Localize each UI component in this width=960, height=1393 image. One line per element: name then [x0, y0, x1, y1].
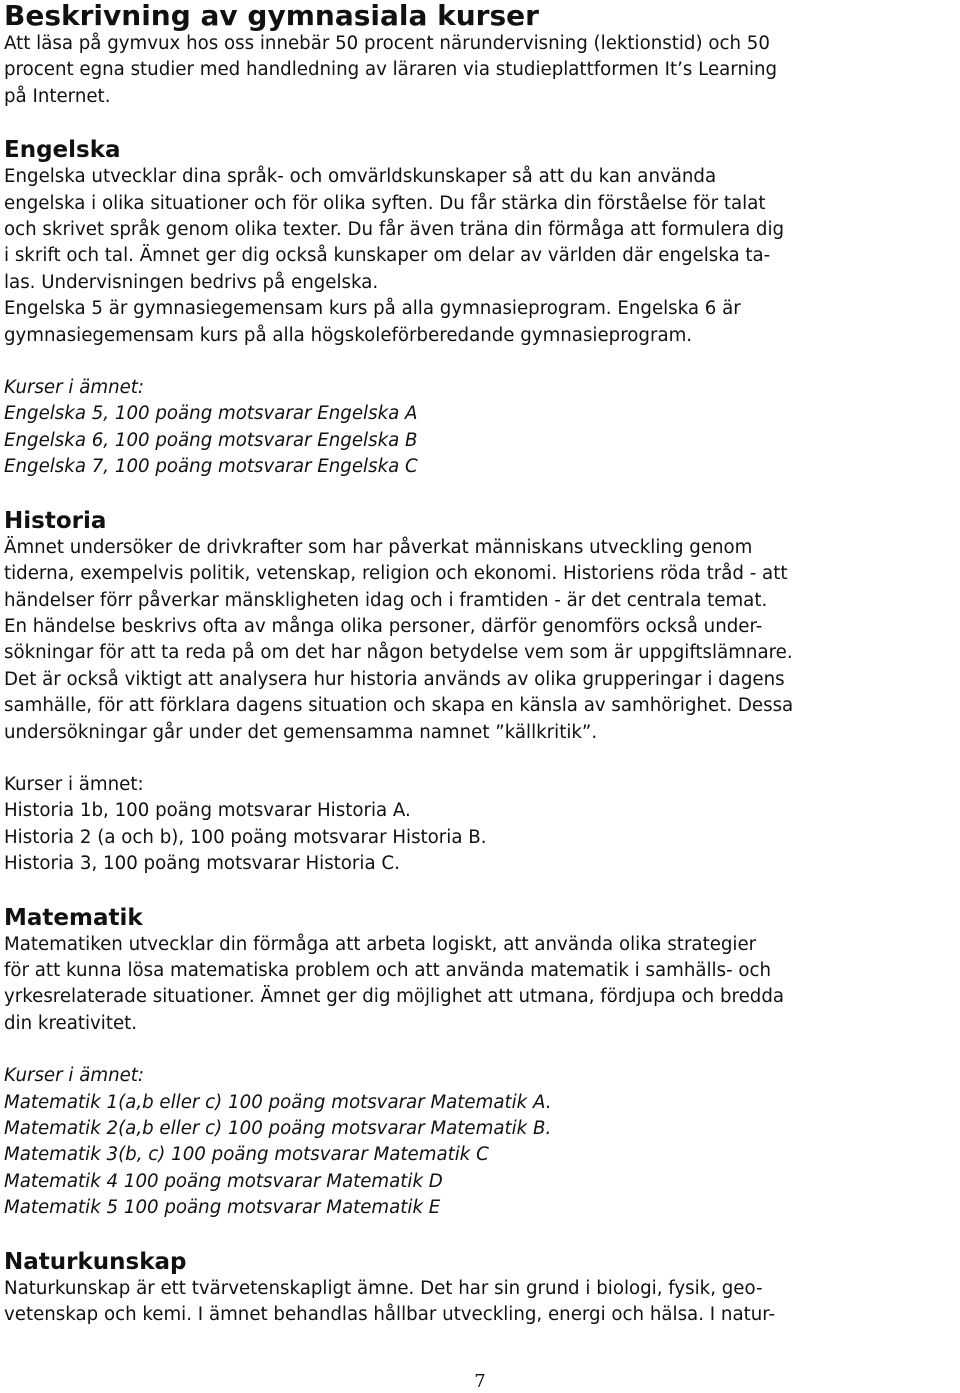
- course-item: Matematik 1(a,b eller c) 100 poäng motsvarar Matematik A.: [4, 1091, 552, 1113]
- spacer: [4, 1222, 956, 1248]
- section-body-naturkunskap: Naturkunskap är ett tvärvetenskapligt ämne. Det har sin grund i biologi, fysik, geo- vetenskap och kemi. I ämnet behandlas hållbar utveckling, energi och hälsa. I natur-: [4, 1277, 776, 1326]
- spacer: [4, 1037, 956, 1063]
- courses-label-matematik: Kurser i ämnet:: [4, 1065, 145, 1087]
- page-number: 7: [474, 1371, 486, 1392]
- spacer: [4, 110, 956, 136]
- spacer: [4, 481, 956, 507]
- section-body-historia: Ämnet undersöker de drivkrafter som har påverkat människans utveckling genom tiderna, exempelvis politik, vetenskap, religion och ekonomi. Historiens röda tråd - att händelser förr påverkar mänskligheten idag och i framtiden - är det centrala temat. En händelse beskrivs ofta av många olika personer, därför genomförs också under- sökningar för att ta reda på om det har någon betydelse vem som är uppgiftslämnare. Det är också viktigt att analysera hur historia används av olika grupperingar i dagens samhälle, för att förklara dagens situation och skapa en känsla av samhörighet. Dessa undersökningar går under det gemensamma namnet ”källkritik”.: [4, 536, 794, 743]
- section-heading-engelska: Engelska: [4, 137, 121, 164]
- page-title: Beskrivning av gymnasiala kurser: [4, 0, 539, 32]
- course-list-historia: [4, 798, 956, 877]
- course-list-engelska: [4, 401, 956, 480]
- course-item: Matematik 5 100 poäng motsvarar Matematik E: [4, 1197, 441, 1219]
- course-item: Historia 2 (a och b), 100 poäng motsvarar Historia B.: [4, 826, 487, 848]
- document-page: [4, 0, 956, 1328]
- spacer: [4, 349, 956, 375]
- course-item: Engelska 7, 100 poäng motsvarar Engelska C: [4, 456, 418, 478]
- course-item: Engelska 6, 100 poäng motsvarar Engelska B: [4, 429, 418, 451]
- course-item: Historia 1b, 100 poäng motsvarar Historia A.: [4, 800, 411, 822]
- intro-paragraph: Att läsa på gymvux hos oss innebär 50 procent närundervisning (lektionstid) och 50 procent egna studier med handledning av läraren via studieplattformen It’s Learning på Internet.: [4, 33, 778, 107]
- spacer: [4, 878, 956, 904]
- section-heading-historia: Historia: [4, 507, 107, 534]
- section-heading-naturkunskap: Naturkunskap: [4, 1248, 187, 1275]
- spacer: [4, 746, 956, 772]
- course-item: Matematik 2(a,b eller c) 100 poäng motsvarar Matematik B.: [4, 1118, 552, 1139]
- course-item: Historia 3, 100 poäng motsvarar Historia C.: [4, 853, 400, 875]
- course-item: Matematik 4 100 poäng motsvarar Matematik D: [4, 1170, 443, 1192]
- section-body-matematik: Matematiken utvecklar din förmåga att arbeta logiskt, att använda olika strategier för att kunna lösa matematiska problem och att använda matematik i samhälls- och yrkesrelaterade situationer. Ämnet ger dig möjlighet att utmana, fördjupa och bredda din kreativitet.: [4, 933, 785, 1034]
- course-list-matematik: [4, 1090, 956, 1222]
- course-item: Matematik 3(b, c) 100 poäng motsvarar Matematik C: [4, 1144, 489, 1166]
- courses-label-engelska: Kurser i ämnet:: [4, 377, 145, 399]
- section-body-engelska: Engelska utvecklar dina språk- och omvärldskunskaper så att du kan använda engelska i olika situationer och för olika syften. Du får stärka din förståelse för talat och skrivet språk genom olika texter. Du får även träna din förmåga att formulera dig i skrift och tal. Ämnet ger dig också kunskaper om delar av världen där engelska ta- las. Undervisningen bedrivs på engelska. Engelska 5 är gymnasiegemensam kurs på alla gymnasieprogram. Engelska 6 är gymnasiegemensam kurs på alla högskoleförberedande gymnasieprogram.: [4, 166, 785, 346]
- courses-label-historia: Kurser i ämnet:: [4, 773, 144, 795]
- course-item: Engelska 5, 100 poäng motsvarar Engelska A: [4, 403, 418, 425]
- section-heading-matematik: Matematik: [4, 904, 143, 931]
